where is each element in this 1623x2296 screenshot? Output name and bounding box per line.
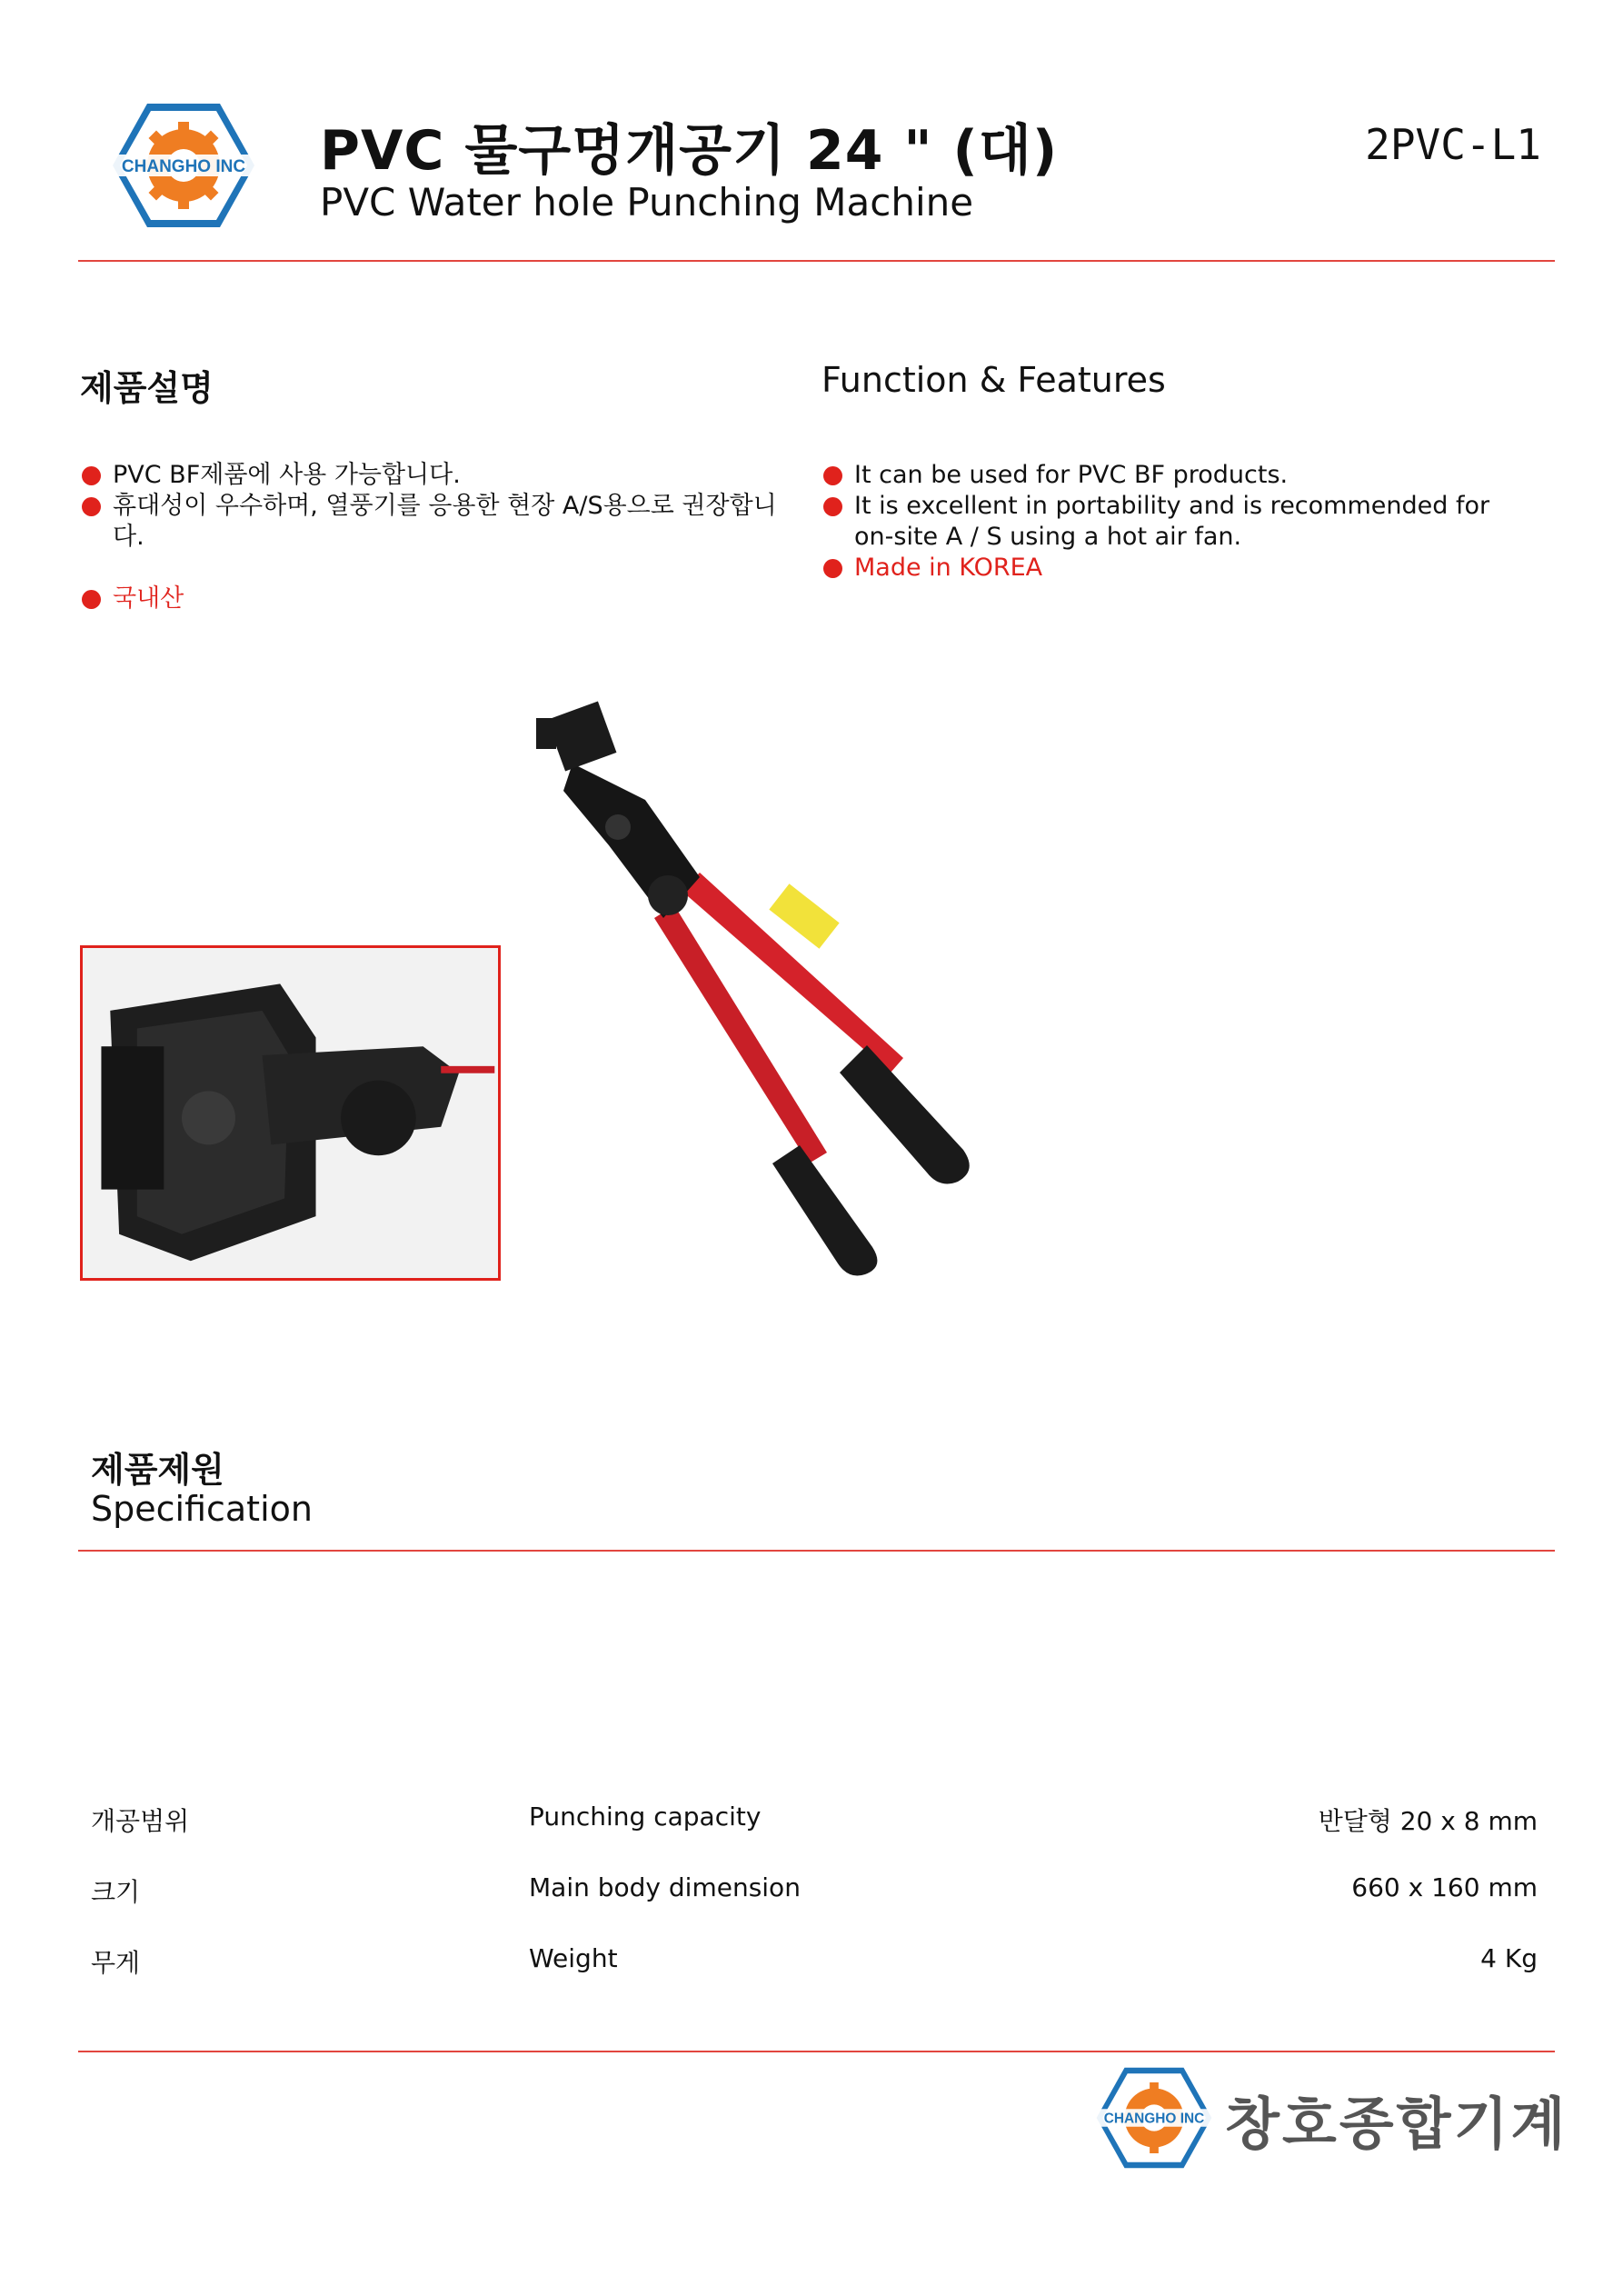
description-list-ko — [80, 460, 807, 614]
spec-value: 660 x 160 mm — [1351, 1872, 1538, 1902]
bullet-icon — [823, 497, 842, 516]
logo-text: CHANGHO INC — [121, 157, 246, 176]
list-item: It can be used for PVC BF products. — [821, 460, 1494, 491]
spec-label-en: Weight — [529, 1943, 618, 1973]
page-title: PVC 물구멍개공기 24 " (대) — [320, 119, 1059, 183]
spec-value: 4 Kg — [1480, 1943, 1538, 1973]
bullet-icon — [823, 466, 842, 485]
spec-label-ko: 크기 — [91, 1877, 141, 1907]
spec-label-ko: 개공범위 — [91, 1806, 190, 1836]
bullet-icon — [823, 559, 842, 578]
origin-item-en: Made in KOREA — [821, 553, 1494, 584]
table-row — [91, 1802, 1538, 1847]
table-row — [91, 1872, 1538, 1918]
footer-divider — [78, 2051, 1555, 2052]
footer-logo — [1095, 2065, 1213, 2171]
description-heading-en: Function & Features — [821, 360, 1166, 400]
list-item: 휴대성이 우수하며, 열풍기를 응용한 현장 A/S용으로 권장합니다. — [80, 491, 807, 553]
punch-head-closeup-image — [83, 948, 498, 1278]
description-heading-ko: 제품설명 — [80, 368, 214, 408]
list-item: It is excellent in portability and is recommended for on-site A / S using a hot air fan. — [821, 491, 1494, 553]
spec-label-en: Main body dimension — [529, 1872, 801, 1902]
table-row — [91, 1943, 1538, 1989]
spec-divider — [78, 1550, 1555, 1552]
footer-company-name: 창호종합기계 — [1225, 2091, 1568, 2157]
model-number: 2PVC-L1 — [1365, 120, 1541, 169]
product-image — [473, 691, 1163, 1309]
bullet-icon — [82, 497, 101, 516]
list-item: PVC BF제품에 사용 가능합니다. — [80, 460, 807, 491]
bullet-icon — [82, 590, 101, 609]
spec-value: 반달형 20 x 8 mm — [1318, 1806, 1538, 1836]
spec-label-ko: 무게 — [91, 1948, 141, 1978]
origin-item-ko: 국내산 — [80, 584, 807, 614]
bullet-icon — [82, 466, 101, 485]
description-list-en — [821, 460, 1494, 584]
spec-label-en: Punching capacity — [529, 1802, 762, 1832]
spec-heading-en: Specification — [91, 1489, 313, 1529]
spec-heading-ko: 제품제원 — [91, 1450, 224, 1490]
footer-logo-text: CHANGHO INC — [1103, 2111, 1205, 2127]
company-logo — [111, 102, 256, 229]
header-divider — [78, 260, 1555, 262]
page-subtitle: PVC Water hole Punching Machine — [320, 180, 974, 225]
inset-image-frame — [80, 945, 501, 1281]
